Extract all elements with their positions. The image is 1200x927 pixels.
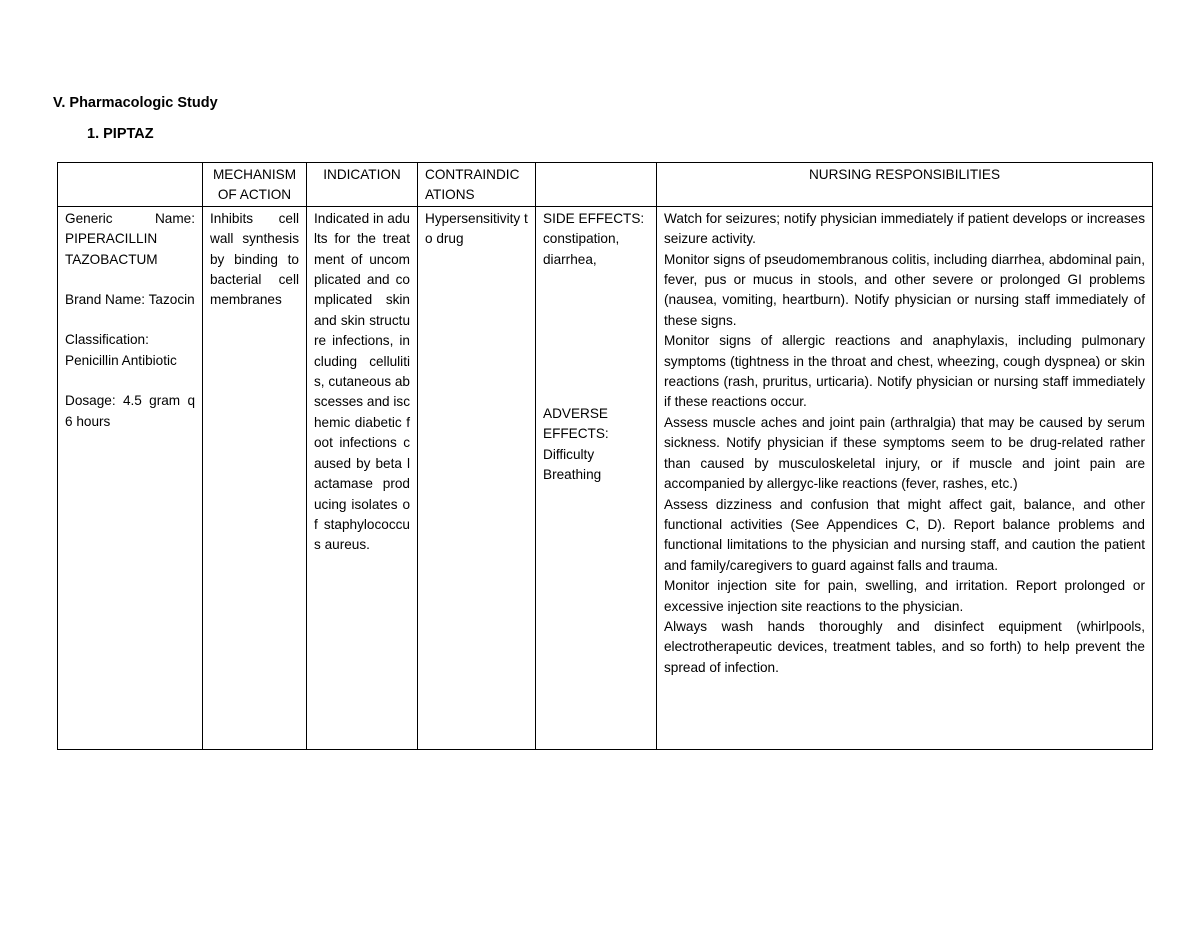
nursing-item-seizures: Watch for seizures; notify physician immediately if patient develops or increases seizure activity. <box>664 210 1145 247</box>
classification: Classification: Penicillin Antibiotic <box>65 332 177 368</box>
nursing-cell <box>657 206 1153 749</box>
header-mechanism: MECHANISM OF ACTION <box>203 163 307 207</box>
table-row <box>58 206 1153 749</box>
generic-name: Generic Name: PIPERACILLIN TAZOBACTUM <box>65 210 195 267</box>
indication-cell: Indicated in adults for the treatment of uncomplicated and complicated skin and skin structure infections, including cellulitis, cutaneous abscesses and ischemic diabetic foot infections caused by beta lactamase producing isolates of staphylococcus aureus. <box>307 206 418 749</box>
contraindication-cell: Hypersensitivity to drug <box>418 206 536 749</box>
pharmacologic-table <box>57 162 1153 750</box>
header-indication: INDICATION <box>307 163 418 207</box>
nursing-item-injection-site: Monitor injection site for pain, swelling, and irritation. Report prolonged or excessive injection site reactions to the physician. <box>664 578 1145 614</box>
side-effects: SIDE EFFECTS: constipation, diarrhea, <box>543 210 645 267</box>
table-header-row <box>58 163 1153 207</box>
header-contraindications: CONTRAINDICATIONS <box>418 163 536 207</box>
mechanism-cell: Inhibits cell wall synthesis by binding to bacterial cell membranes <box>203 206 307 749</box>
nursing-item-colitis: Monitor signs of pseudomembranous colitis, including diarrhea, abdominal pain, fever, pus or mucus in stools, and other severe or prolonged GI problems (nausea, vomiting, heartburn). Notify physician or nursing staff immediately of these signs. <box>664 251 1145 328</box>
adverse-effects: ADVERSE EFFECTS: Difficulty Breathing <box>543 406 609 483</box>
drug-info-cell <box>58 206 203 749</box>
nursing-item-allergic: Monitor signs of allergic reactions and anaphylaxis, including pulmonary symptoms (tightness in the throat and chest, wheezing, cough dyspnea) or skin reactions (rash, pruritus, urticaria). Notify physician or nursing staff immediately if these reactions occur. <box>664 333 1145 410</box>
header-drug <box>58 163 203 207</box>
nursing-item-hygiene: Always wash hands thoroughly and disinfect equipment (whirlpools, electrotherapeutic devices, treatment tables, and so forth) to help prevent the spread of infection. <box>664 618 1145 675</box>
section-title: V. Pharmacologic Study <box>53 95 218 111</box>
header-nursing: NURSING RESPONSIBILITIES <box>657 163 1153 207</box>
brand-name: Brand Name: Tazocin <box>65 292 195 308</box>
effects-cell <box>536 206 657 749</box>
drug-title: 1. PIPTAZ <box>87 126 154 142</box>
nursing-item-muscle: Assess muscle aches and joint pain (arthralgia) that may be caused by serum sickness. Notify physician if these symptoms seem to be drug-related rather than caused by musculoskeletal injury, or if muscle and joint pain are accompanied by allergyc-like reactions (fever, rashes, etc.) <box>664 414 1145 492</box>
header-effects <box>536 163 657 207</box>
dosage: Dosage: 4.5 gram q 6 hours <box>65 393 195 429</box>
nursing-item-dizziness: Assess dizziness and confusion that might affect gait, balance, and other functional activities (See Appendices C, D). Report balance problems and functional limitations to the physician and nursing staff, and caution the patient and family/caregivers to guard against falls and trauma. <box>664 496 1145 573</box>
